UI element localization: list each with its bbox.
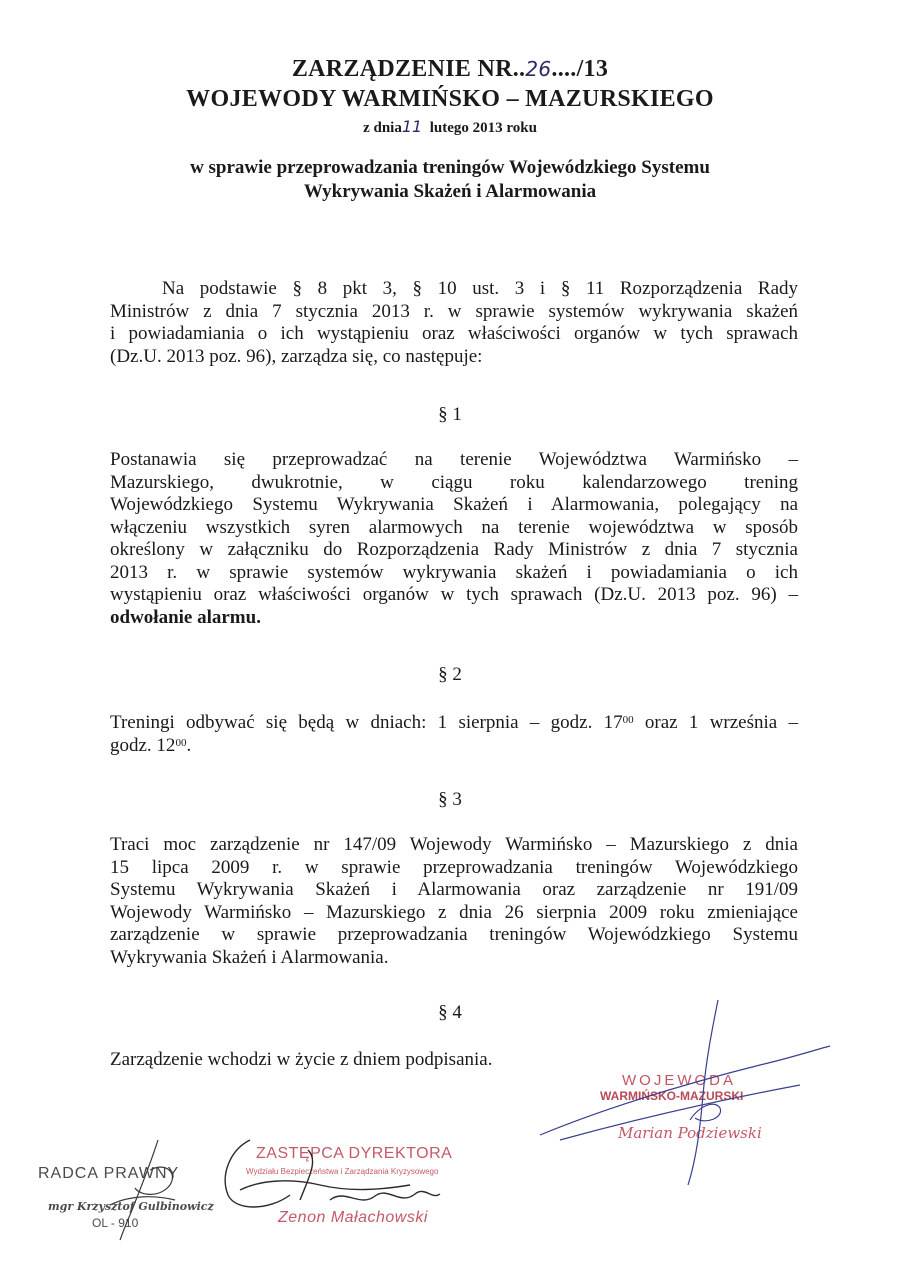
- s2-sup2: 00: [175, 736, 187, 749]
- deputy-stamp-name: Zenon Małachowski: [278, 1209, 428, 1226]
- section-3-line: Wojewody Warmińsko – Mazurskiego z dnia 26 sierpnia 2009 roku zmieniające: [110, 901, 798, 923]
- section-1-line: Mazurskiego, dwukrotnie, w ciągu roku kalendarzowego trening: [110, 471, 798, 493]
- deputy-stamp-department: Wydziału Bezpieczeństwa i Zarządzania Kryzysowego: [246, 1167, 439, 1176]
- section-3-line: Traci moc zarządzenie nr 147/09 Wojewody Warmińsko – Mazurskiego z dnia: [110, 834, 798, 855]
- voivode-stamp-title: WOJEWODA: [622, 1072, 736, 1089]
- handwritten-day: 11: [401, 117, 423, 136]
- counsel-stamp-title: RADCA PRAWNY: [38, 1165, 180, 1182]
- date-prefix: z dnia: [363, 120, 402, 136]
- bold-text: odwołanie alarmu.: [110, 606, 261, 628]
- counsel-stamp-name: mgr Krzysztof Gulbinowicz: [48, 1200, 214, 1213]
- deputy-stamp-title: ZASTĘPCA DYREKTORA: [256, 1145, 453, 1162]
- document-date: [0, 117, 900, 137]
- preamble-line: Ministrów z dnia 7 stycznia 2013 r. w sprawie systemów wykrywania skażeń: [110, 300, 798, 322]
- s2-part3: godz. 12: [110, 734, 176, 756]
- voivode-stamp-region: WARMIŃSKO-MAZURSKI: [600, 1089, 744, 1103]
- document-title: [0, 56, 900, 83]
- preamble-line: (Dz.U. 2013 poz. 96), zarządza się, co następuje:: [110, 345, 483, 367]
- subject-line: w sprawie przeprowadzania treningów Wojewódzkiego Systemu: [190, 157, 710, 178]
- title-suffix: ..../13: [551, 56, 609, 82]
- voivode-stamp-name: Marian Podziewski: [618, 1124, 762, 1142]
- handwritten-number: 26: [525, 57, 552, 81]
- section-1-line: włączeniu wszystkich syren alarmowych na terenie województwa w sposób: [110, 516, 798, 538]
- s2-part1: Treningi odbywać się będą w dniach: 1 sierpnia – godz. 17: [110, 712, 623, 733]
- section-1-line: 2013 r. w sprawie systemów wykrywania skażeń i powiadamiania o ich: [110, 561, 798, 583]
- section-1-line: wystąpieniu oraz właściwości organów w tych sprawach (Dz.U. 2013 poz. 96) –: [110, 584, 798, 605]
- counsel-stamp-number: OL - 910: [92, 1216, 139, 1230]
- section-3-line: Wykrywania Skażeń i Alarmowania.: [110, 946, 389, 968]
- preamble-line: i powiadamiania o ich wystąpieniu oraz właściwości organów w tych sprawach: [110, 323, 798, 344]
- section-1-line: określony w załączniku do Rozporządzenia Rady Ministrów z dnia 7 stycznia: [110, 539, 798, 560]
- section-1-bold-end: [110, 607, 798, 630]
- document-subject: [0, 156, 900, 204]
- section-4-text: Zarządzenie wchodzi w życie z dniem podpisania.: [110, 1049, 493, 1070]
- section-3-line: Systemu Wykrywania Skażeń i Alarmowania oraz zarządzenie nr 191/09: [110, 879, 798, 900]
- s2-part4: .: [186, 734, 192, 756]
- section-2-line: [110, 735, 798, 758]
- section-symbol-4: § 4: [438, 1002, 462, 1023]
- issuing-authority: WOJEWODY WARMIŃSKO – MAZURSKIEGO: [186, 86, 714, 112]
- subject-line: Wykrywania Skażeń i Alarmowania: [303, 181, 597, 202]
- section-2-line: [110, 712, 798, 735]
- s2-part2: oraz 1 września –: [633, 712, 798, 733]
- section-3-line: 15 lipca 2009 r. w sprawie przeprowadzania treningów Wojewódzkiego: [110, 856, 798, 878]
- section-symbol-1: § 1: [438, 404, 462, 425]
- preamble-line: Na podstawie § 8 pkt 3, § 10 ust. 3 i § 11 Rozporządzenia Rady: [162, 278, 798, 299]
- title-prefix: ZARZĄDZENIE NR..: [291, 56, 526, 82]
- section-1-line: Wojewódzkiego Systemu Wykrywania Skażeń i Alarmowania, polegający na: [110, 494, 798, 515]
- date-suffix: lutego 2013 roku: [429, 120, 537, 136]
- section-symbol-3: § 3: [438, 789, 462, 810]
- s2-sup1: 00: [622, 714, 634, 726]
- section-1-line: Postanawia się przeprowadzać na terenie Województwa Warmińsko –: [110, 449, 798, 470]
- section-symbol-2: § 2: [438, 664, 462, 685]
- section-3-line: zarządzenie w sprawie przeprowadzania treningów Wojewódzkiego Systemu: [110, 924, 798, 945]
